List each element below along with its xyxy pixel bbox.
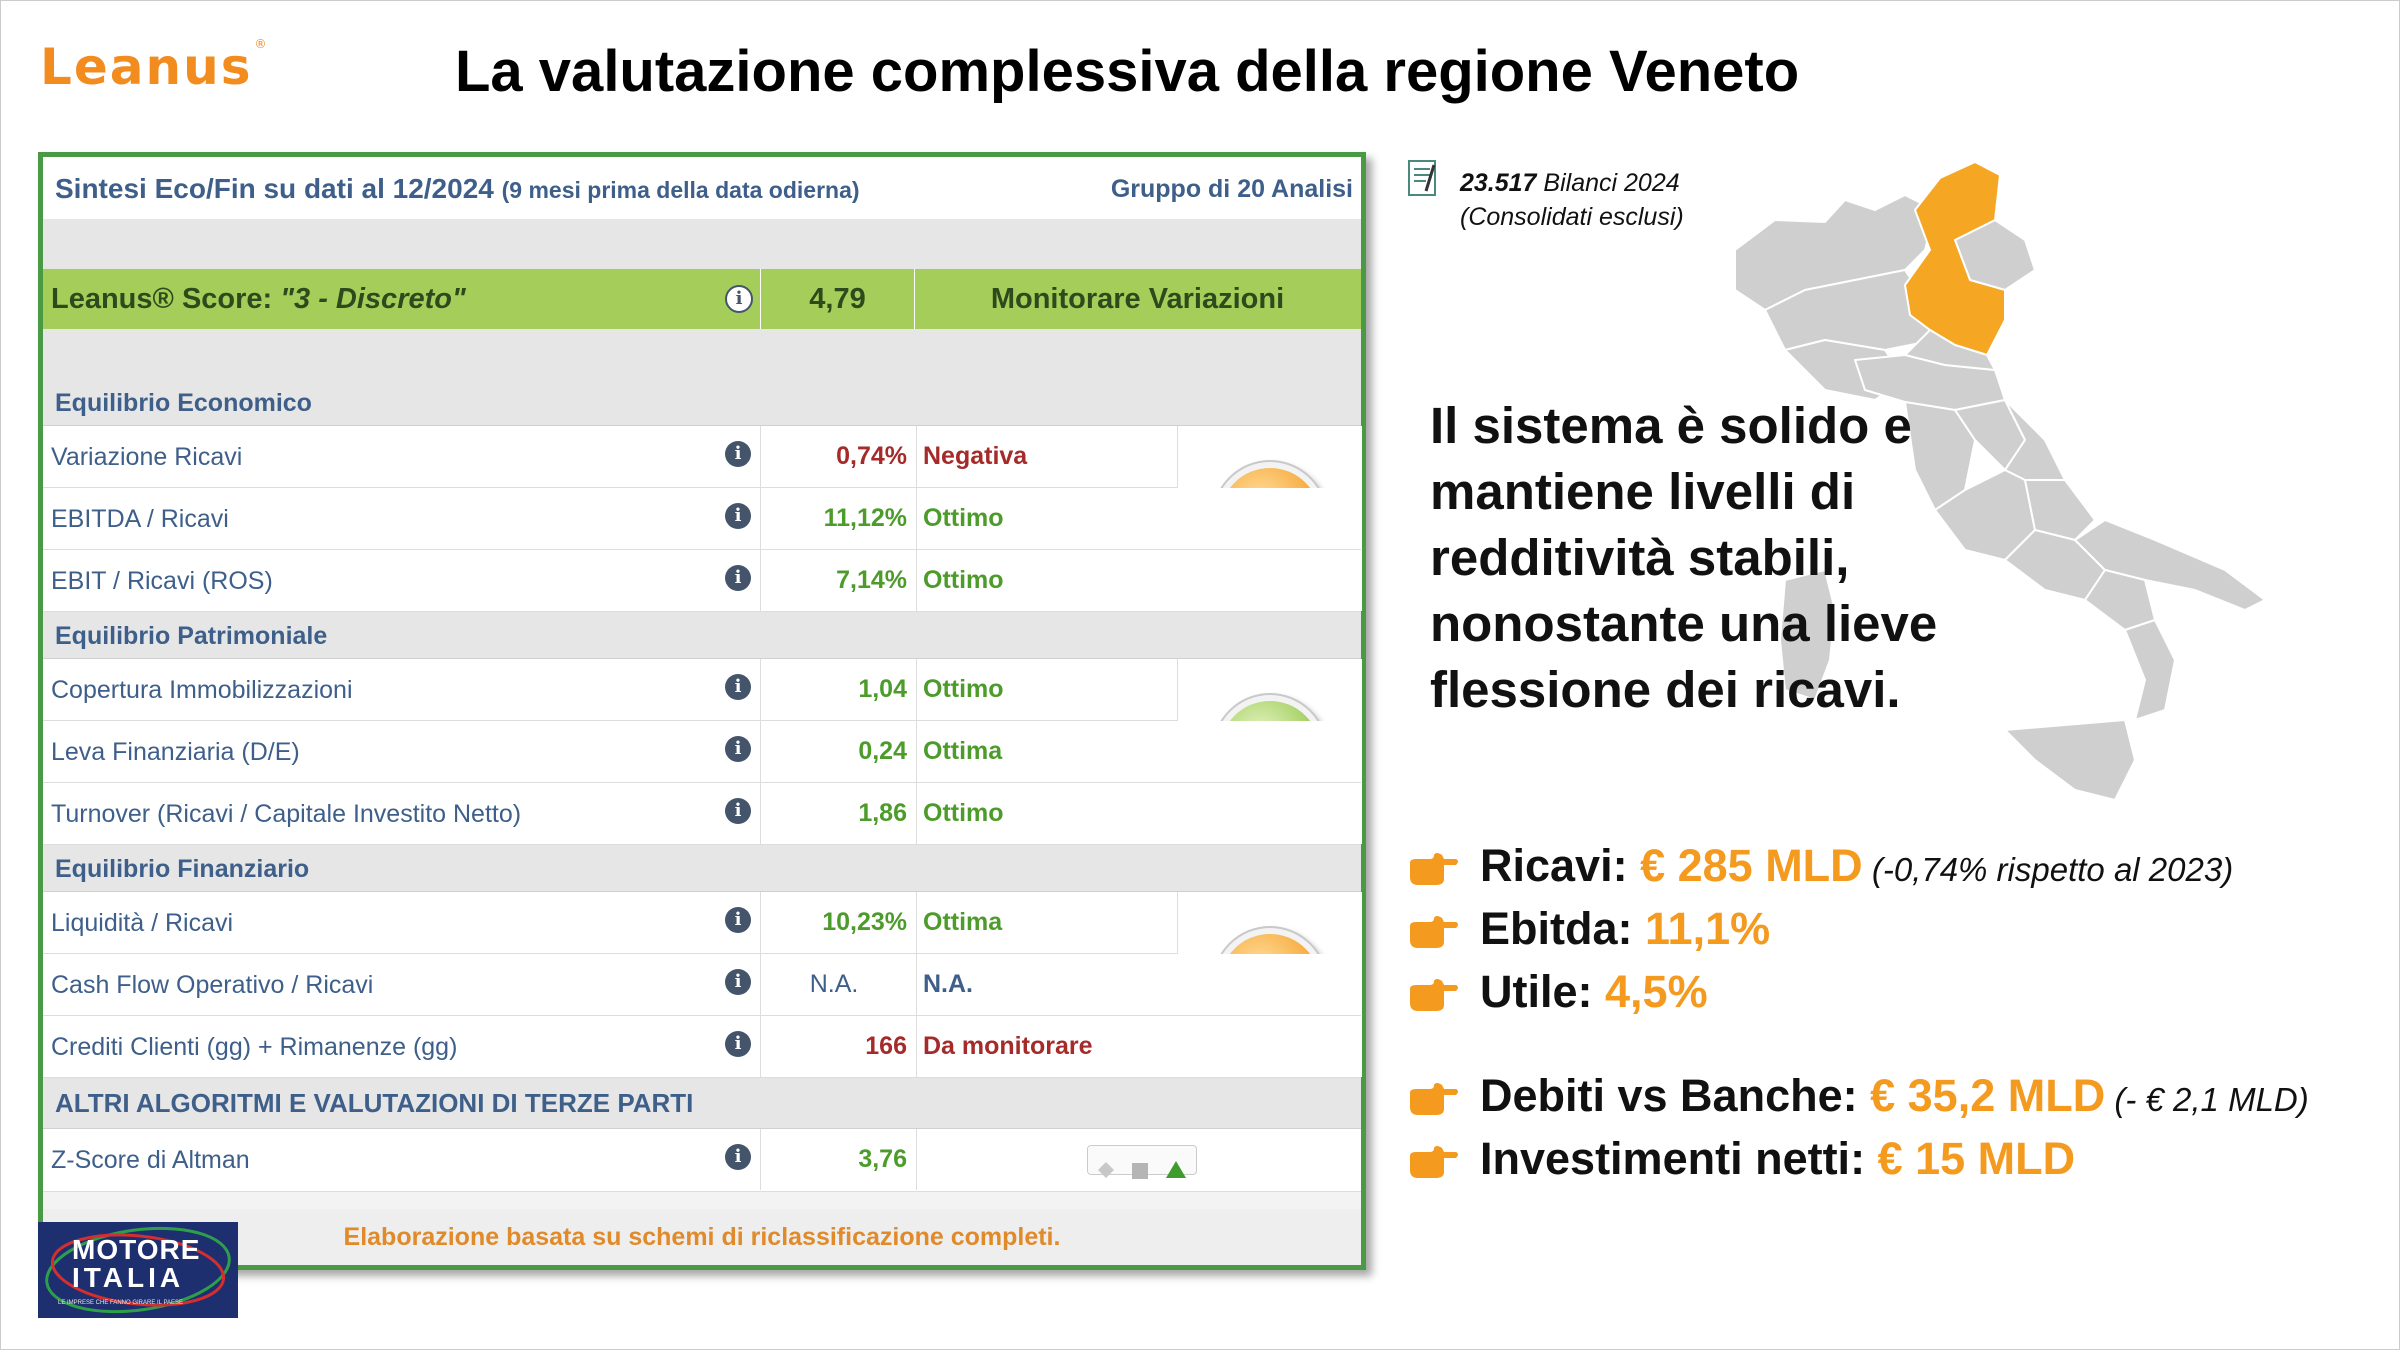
score-status: Monitorare Variazioni (990, 283, 1285, 315)
score-value: 4,79 (760, 269, 915, 329)
pointing-hand-icon (1408, 975, 1460, 1015)
bullet-debiti: Debiti vs Banche: € 35,2 MLD (- € 2,1 MLD) (1408, 1070, 2309, 1122)
info-icon[interactable]: i (725, 907, 751, 933)
panel-subtitle: (9 mesi prima della data odierna) (501, 177, 860, 203)
table-row: Crediti Clienti (gg) + Rimanenze (gg) i 166 Da monitorare (43, 1016, 1361, 1078)
bilanci-count: 23.517 Bilanci 2024 (Consolidati esclusi) (1460, 169, 1684, 231)
info-icon[interactable]: i (725, 285, 753, 313)
bullet-utile: Utile: 4,5% (1408, 966, 1708, 1018)
diamond-icon (1098, 1162, 1114, 1178)
table-row: Copertura Immobilizzazioni i 1,04 Ottimo (43, 659, 1361, 721)
table-row: Variazione Ricavi i 0,74% Negativa (43, 426, 1361, 488)
pointing-hand-icon (1408, 1079, 1460, 1119)
info-icon[interactable]: i (725, 503, 751, 529)
score-panel (38, 152, 1366, 1270)
pointing-hand-icon (1408, 1142, 1460, 1182)
score-label: Leanus® Score: (51, 283, 281, 315)
info-icon[interactable]: i (725, 441, 751, 467)
section-terze-parti: ALTRI ALGORITMI E VALUTAZIONI DI TERZE PARTI (43, 1078, 1361, 1129)
page-title: La valutazione complessiva della regione Veneto (455, 39, 1800, 104)
pointing-hand-icon (1408, 912, 1460, 952)
panel-header (43, 157, 1361, 220)
leanus-logo: Leanus ® (40, 37, 269, 96)
table-row: EBIT / Ricavi (ROS) i 7,14% Ottimo (43, 550, 1361, 612)
table-row: Liquidità / Ricavi i 10,23% Ottima (43, 892, 1361, 954)
triangle-up-icon (1166, 1161, 1186, 1178)
spacer-band (43, 219, 1361, 269)
table-row: EBITDA / Ricavi i 11,12% Ottimo (43, 488, 1361, 550)
table-row: Leva Finanziaria (D/E) i 0,24 Ottima (43, 721, 1361, 783)
score-bar (43, 269, 1361, 329)
motore-italia-logo: MOTORE ITALIA LE IMPRESE CHE FANNO GIRARE IL PAESE (38, 1222, 238, 1318)
table-row: Turnover (Ricavi / Capitale Investito Netto) i 1,86 Ottimo (43, 783, 1361, 845)
score-text: "3 - Discreto" (280, 283, 466, 315)
table-row: Cash Flow Operativo / Ricavi i N.A. N.A. (43, 954, 1361, 1016)
info-icon[interactable]: i (725, 736, 751, 762)
bullet-ebitda: Ebitda: 11,1% (1408, 903, 1770, 955)
spacer-band (43, 329, 1361, 379)
panel-title: Sintesi Eco/Fin su dati al 12/2024 (55, 173, 494, 204)
pointing-hand-icon (1408, 849, 1460, 889)
group-label: Gruppo di 20 Analisi (1110, 175, 1353, 203)
table-row: Z-Score di Altman i 3,76 (43, 1129, 1361, 1192)
info-icon[interactable]: i (725, 1031, 751, 1057)
section-finanziario: Equilibrio Finanziario (43, 845, 1361, 892)
info-icon[interactable]: i (725, 674, 751, 700)
section-economico: Equilibrio Economico (43, 379, 1361, 426)
zscore-indicator (1087, 1145, 1197, 1175)
info-icon[interactable]: i (725, 1144, 751, 1170)
document-icon (1406, 155, 1446, 208)
info-icon[interactable]: i (725, 969, 751, 995)
square-icon (1132, 1163, 1148, 1179)
info-icon[interactable]: i (725, 565, 751, 591)
info-icon[interactable]: i (725, 798, 751, 824)
panel-footer: Elaborazione basata su schemi di riclassificazione completi. (43, 1209, 1361, 1265)
bullet-ricavi: Ricavi: € 285 MLD (-0,74% rispetto al 2023) (1408, 840, 2233, 892)
section-patrimoniale: Equilibrio Patrimoniale (43, 612, 1361, 659)
summary-text: Il sistema è solido e mantiene livelli di redditività stabili, nonostante una lieve flessione dei ricavi. (1430, 397, 1938, 718)
bullet-investimenti: Investimenti netti: € 15 MLD (1408, 1133, 2075, 1185)
